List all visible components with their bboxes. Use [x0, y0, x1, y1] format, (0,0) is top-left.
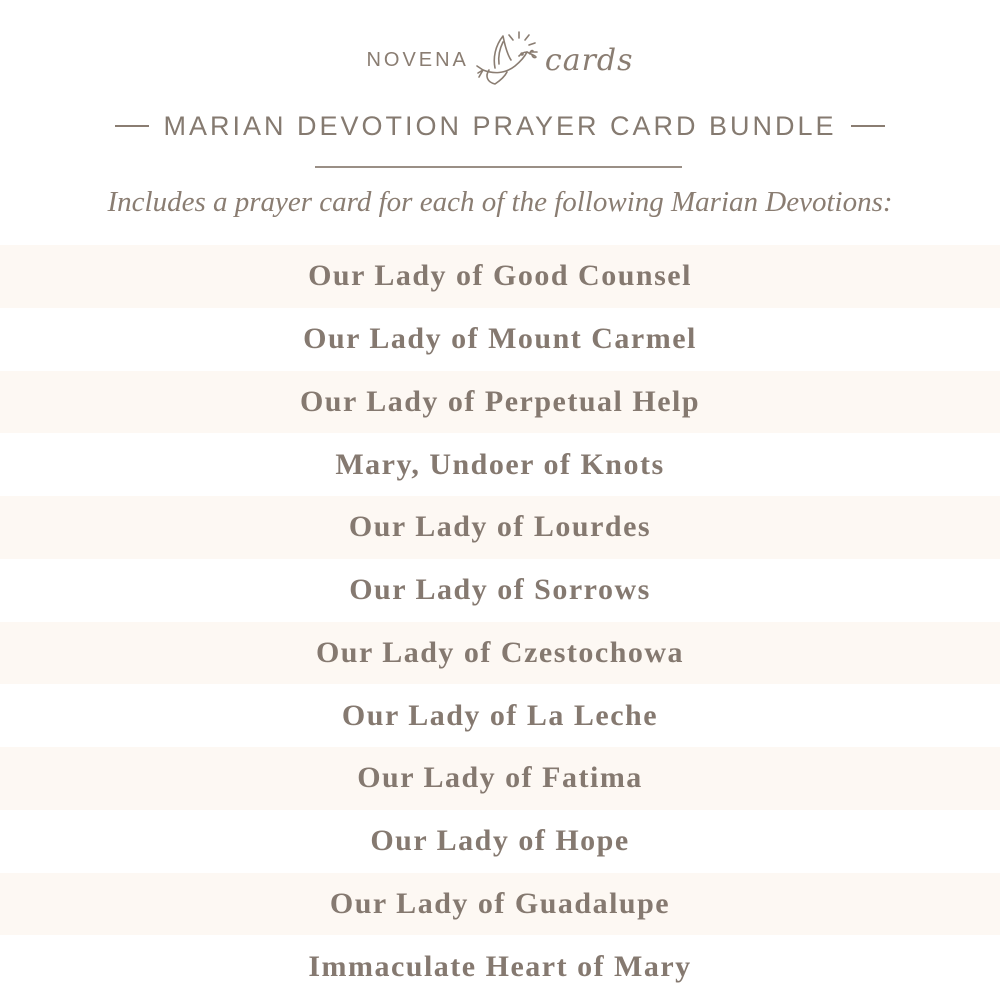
brand-word: NOVENA [366, 48, 469, 71]
devotion-item: Our Lady of Hope [370, 824, 630, 858]
devotion-item: Our Lady of Perpetual Help [0, 371, 1000, 434]
devotion-list [0, 245, 1000, 998]
subtitle: Includes a prayer card for each of the following Marian Devotions: [107, 186, 893, 218]
title-dash-left [115, 125, 149, 127]
title-row [0, 104, 1000, 148]
devotion-item: Our Lady of Mount Carmel [303, 322, 697, 356]
devotion-item: Our Lady of Good Counsel [0, 245, 1000, 308]
devotion-item: Our Lady of Fatima [0, 747, 1000, 810]
devotion-item: Our Lady of La Leche [341, 698, 659, 732]
devotion-item: Immaculate Heart of Mary [308, 949, 692, 983]
page-title: MARIAN DEVOTION PRAYER CARD BUNDLE [163, 110, 837, 141]
devotion-item: Our Lady of Guadalupe [0, 873, 1000, 936]
devotion-item: Our Lady of Sorrows [349, 573, 651, 607]
devotion-item: Mary, Undoer of Knots [335, 447, 665, 481]
title-divider [315, 166, 682, 168]
brand-script: cards [544, 42, 634, 78]
dove-icon [475, 30, 541, 90]
devotion-item: Our Lady of Lourdes [0, 496, 1000, 559]
title-dash-right [851, 125, 885, 127]
brand-logo [0, 28, 1000, 92]
devotion-item: Our Lady of Czestochowa [0, 622, 1000, 685]
